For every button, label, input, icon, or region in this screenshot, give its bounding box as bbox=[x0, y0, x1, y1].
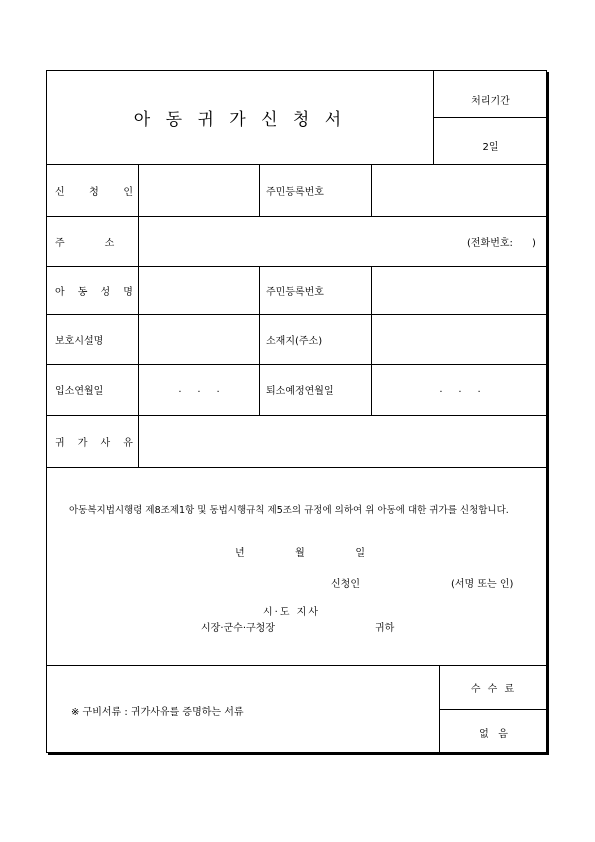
address-phone: (전화번호: ) bbox=[467, 237, 536, 249]
applicant-name-field[interactable] bbox=[139, 165, 259, 215]
processing-period-label: 처리기간 bbox=[471, 95, 510, 107]
facility-location-field[interactable] bbox=[372, 315, 548, 363]
fee-value: 없 음 bbox=[479, 728, 508, 740]
facility-name-field[interactable] bbox=[139, 315, 259, 363]
child-name-label: 아 동 성 명 bbox=[55, 286, 133, 298]
child-id-field[interactable] bbox=[372, 267, 548, 313]
addressee-line2: 시장·군수·구청장 bbox=[201, 622, 275, 634]
reason-field[interactable] bbox=[139, 416, 548, 466]
required-documents-note: ※ 구비서류 : 귀가사유를 증명하는 서류 bbox=[71, 706, 244, 718]
child-name-field[interactable] bbox=[139, 267, 259, 313]
applicant-id-field[interactable] bbox=[372, 165, 548, 215]
applicant-id-label: 주민등록번호 bbox=[266, 186, 324, 198]
reason-label: 귀 가 사 유 bbox=[55, 437, 133, 449]
discharge-date-label: 퇴소예정연월일 bbox=[266, 386, 334, 397]
applicant-sign-field[interactable] bbox=[377, 574, 447, 590]
signature-note: (서명 또는 인) bbox=[451, 578, 514, 590]
facility-name-label: 보호시설명 bbox=[55, 335, 104, 347]
admission-date-label: 입소연월일 bbox=[55, 386, 104, 397]
admission-date-field[interactable]: . . . bbox=[178, 384, 220, 395]
application-form bbox=[46, 70, 547, 753]
application-statement: 아동복지법시행령 제8조제1항 및 동법시행규칙 제5조의 규정에 의하여 위 아동에 대한 귀가를 신청합니다. bbox=[69, 505, 509, 516]
discharge-date-field[interactable]: . . . bbox=[439, 384, 481, 395]
processing-period-value: 2일 bbox=[482, 141, 499, 153]
form-title: 아 동 귀 가 신 청 서 bbox=[133, 110, 347, 130]
facility-location-label: 소재지(주소) bbox=[266, 335, 323, 347]
address-field[interactable] bbox=[139, 217, 459, 265]
child-id-label: 주민등록번호 bbox=[266, 286, 324, 298]
applicant-label: 신 청 인 bbox=[55, 186, 133, 198]
addressee-line1: 시·도 지사 bbox=[263, 606, 320, 618]
address-label: 주 소 bbox=[55, 237, 115, 249]
fee-label: 수 수 료 bbox=[470, 684, 517, 695]
date-line: 년 월 일 bbox=[235, 547, 365, 559]
applicant-sign-label: 신청인 bbox=[331, 578, 360, 590]
addressee-suffix: 귀하 bbox=[375, 622, 395, 634]
